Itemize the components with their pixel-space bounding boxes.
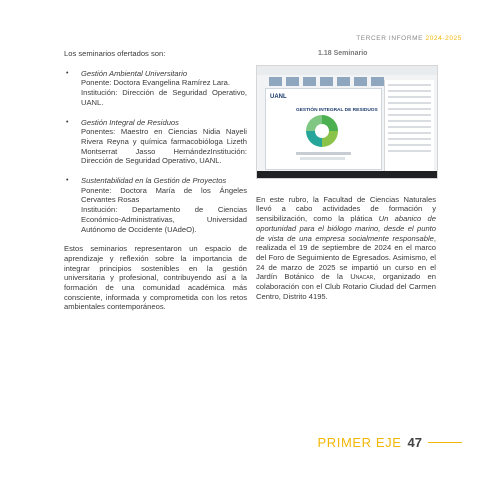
presentation-slide [265, 88, 382, 170]
seminar-speaker: Ponente: Doctora María de los Ángeles Cervantes Rosas [81, 185, 247, 205]
bullet-icon: • [66, 177, 69, 185]
list-item [64, 176, 247, 234]
screenshot-toolbar [257, 66, 437, 75]
seminar-institution: Institución: Dirección de Seguridad Operativo, UANL. [81, 88, 247, 107]
right-paragraph [256, 195, 436, 302]
footer-divider [428, 442, 462, 444]
para-text: En este rubro, la Facultad de Ciencias Naturales llevó a cabo actividades de formación y sensibilización, como la plática [256, 194, 436, 224]
seminar-title: Gestión Ambiental Universitario [81, 68, 188, 78]
intro-text: Los seminarios ofertados son: [64, 49, 166, 58]
list-item [64, 69, 247, 108]
para-text: , realizada el 19 de septiembre de 2024 en el marco del Foro de Seguimiento de Egresados. Asimismo, el 24 de marzo de 2025 se impartió un curso en el Jardín Botánico de la [256, 233, 436, 282]
slide-title: GESTIÓN INTEGRAL DE RESIDUOS [296, 107, 378, 113]
list-item [64, 118, 247, 167]
figure-caption: 1.18 Seminario [318, 50, 368, 57]
report-years: 2024-2025 [425, 35, 462, 42]
page-footer [318, 435, 462, 450]
para-text: , organizado en colaboración con el Club Rotario Ciudad del Carmen Centro, Distrito 4195. [256, 272, 436, 301]
bullet-icon: • [66, 69, 69, 77]
report-header [356, 35, 462, 42]
recycle-diagram-icon [306, 115, 338, 147]
participant-thumbnails [269, 77, 384, 86]
section-name: PRIMER EJE [317, 435, 402, 450]
speaker-line [296, 152, 351, 155]
report-title: TERCER INFORME [356, 35, 424, 42]
uanl-logo: UANL [270, 93, 287, 100]
closing-paragraph: Estos seminarios representaron un espacio de aprendizaje y reflexión sobre la importancia de integrar principios sostenibles en la gestión universitaria y profesional, contribuyendo así a la formación de una comunidad académica más consciente, informada y comprometida con los retos ambientales contemporáneos. [64, 244, 247, 312]
seminar-title: Gestión Integral de Residuos [81, 117, 179, 127]
seminar-speaker: Ponente: Doctora Evangelina Ramírez Lara. [81, 78, 231, 88]
speaker-line [300, 157, 345, 160]
seminar-list [64, 69, 247, 235]
seminar-institution: Institución: Departamento de Ciencias Económico-Administrativas, Universidad Autónomo de Occidente (UAdeO). [81, 205, 247, 234]
right-column [256, 49, 436, 309]
screenshot-taskbar [257, 171, 437, 178]
page-number: 47 [407, 435, 422, 450]
seminar-screenshot [256, 65, 438, 179]
left-column [64, 49, 247, 312]
seminar-title: Sustentabilidad en la Gestión de Proyectos [81, 176, 227, 186]
talk-title: Un abanico de oportunidad para el biólogo marino, desde el punto de vista de una empresa socialmente responsable [256, 214, 436, 243]
chat-panel [384, 80, 434, 174]
bullet-icon: • [66, 118, 69, 126]
unacar-name: Unacar [350, 272, 374, 282]
seminar-speaker: Ponentes: Maestro en Ciencias Nidia Nayeli Rivera Reyna y química farmacobióloga Lizeth Montserrat Jasso HernándezInstitución: Dirección de Seguridad Operativo, UANL. [81, 127, 247, 166]
